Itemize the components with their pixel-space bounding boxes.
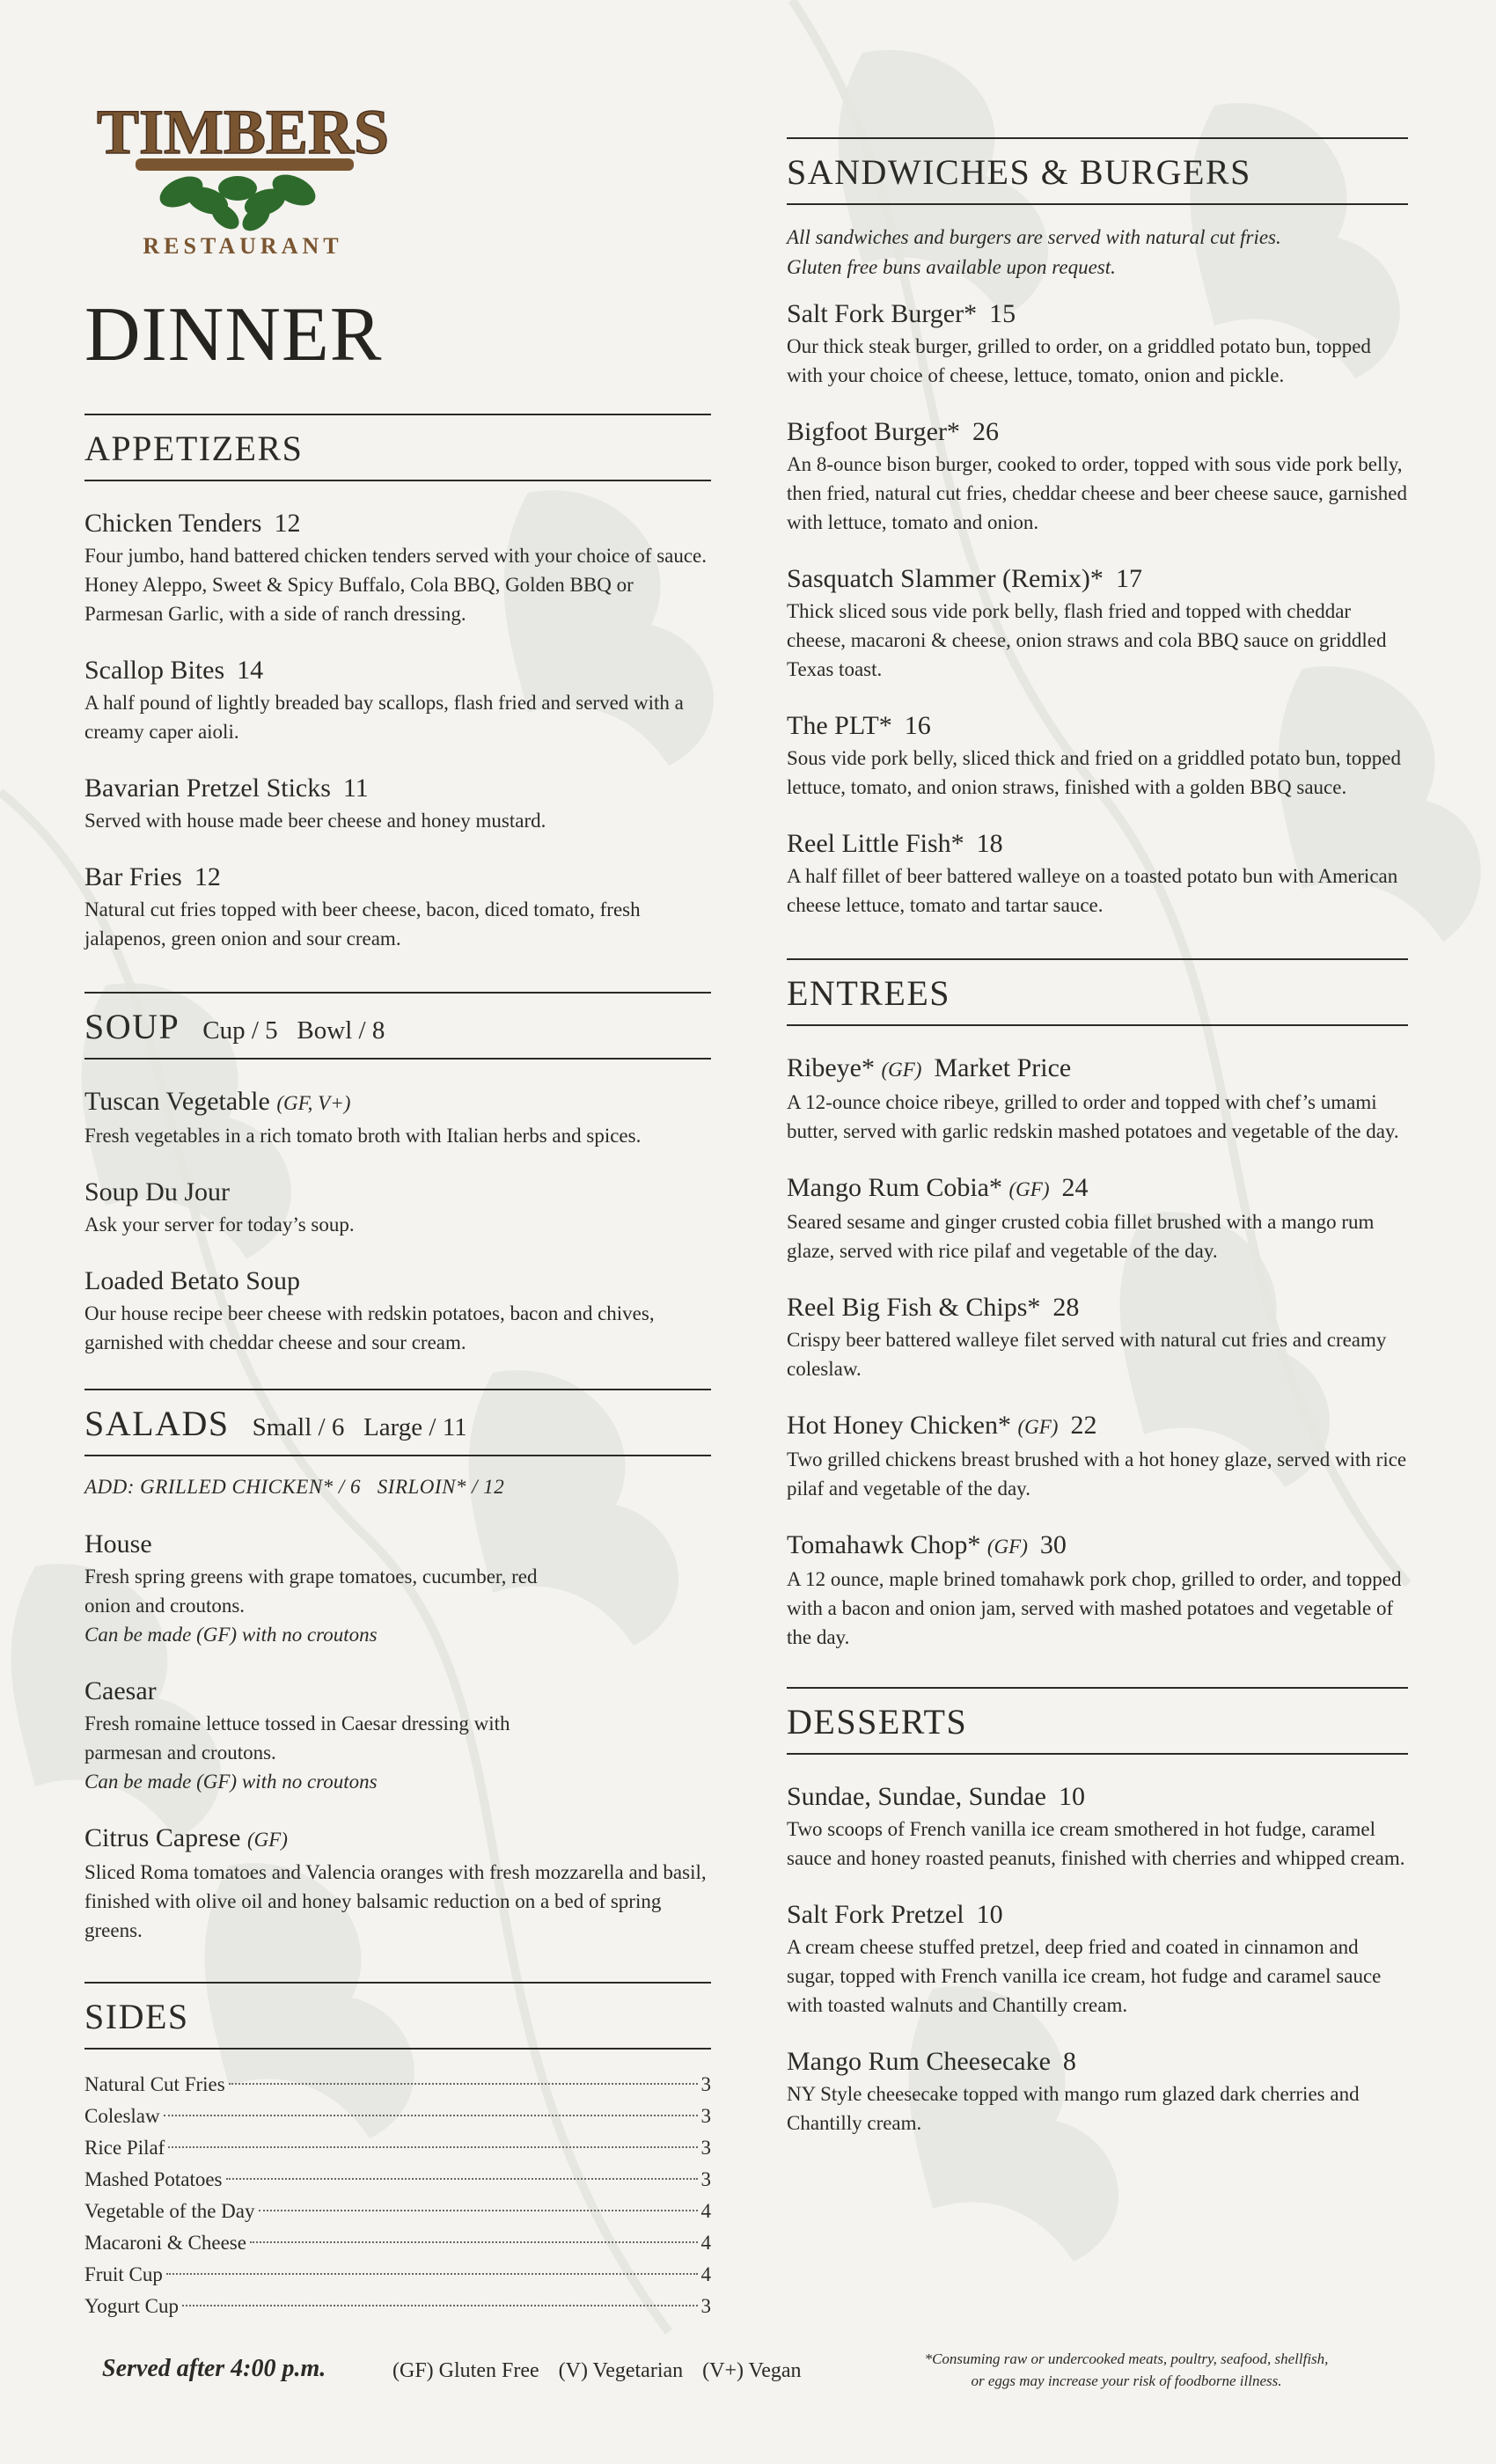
- side-name: Fruit Cup: [84, 2263, 163, 2285]
- item-description: An 8-ounce bison burger, cooked to order, topped with sous vide pork belly, then fried, natural cut fries, cheddar cheese and beer cheese sauce, garnished with lettuce, tomato and onion.: [787, 453, 1407, 533]
- item-price: 10: [1058, 1782, 1085, 1811]
- item-description: Ask your server for today’s soup.: [84, 1214, 355, 1236]
- item-name: Tomahawk Chop*: [787, 1530, 981, 1559]
- item-description: Thick sliced sous vide pork belly, flash fried and topped with cheddar cheese, macaroni & cheese, onion straws and cola BBQ sauce on griddled Texas toast.: [787, 600, 1387, 680]
- item-price: 22: [1070, 1411, 1097, 1440]
- item-description: Seared sesame and ginger crusted cobia fillet brushed with a mango rum glaze, served with rice pilaf and vegetable of the day.: [787, 1211, 1375, 1262]
- item-name: House: [84, 1529, 152, 1558]
- item-price: 26: [972, 417, 999, 446]
- section-title: DESSERTS: [787, 1702, 968, 1742]
- item-description: Two grilled chickens breast brushed with a hot honey glaze, served with rice pilaf and vegetable of the day.: [787, 1448, 1407, 1500]
- disclaimer-line: or eggs may increase your risk of foodborne illness.: [971, 2372, 1282, 2389]
- list-item: [84, 2132, 711, 2164]
- item-description: Natural cut fries topped with beer cheese, bacon, diced tomato, fresh jalapenos, green onion and sour cream.: [84, 898, 641, 950]
- item-description: A 12-ounce choice ribeye, grilled to order and topped with chef’s umami butter, served with garlic redskin mashed potatoes and vegetable of the day.: [787, 1091, 1399, 1142]
- salads-section: [84, 1389, 711, 1945]
- soup-section: [84, 992, 711, 1357]
- item-name: Reel Big Fish & Chips*: [787, 1293, 1041, 1322]
- item-description: Four jumbo, hand battered chicken tenders served with your choice of sauce. Honey Aleppo, Sweet & Spicy Buffalo, Cola BBQ, Golden BBQ or Parmesan Garlic, with a side of ranch dressing.: [84, 545, 708, 625]
- item-description: Sliced Roma tomatoes and Valencia oranges with fresh mozzarella and basil, finished with olive oil and honey balsamic reduction on a bed of spring greens.: [84, 1861, 707, 1941]
- item-description: A 12 ounce, maple brined tomahawk pork chop, grilled to order, and topped with a bacon and onion jam, served with mashed potatoes and vegetable of the day.: [787, 1568, 1402, 1648]
- section-divider: [787, 203, 1408, 205]
- side-price: 4: [700, 2263, 711, 2285]
- side-price: 3: [700, 2105, 711, 2127]
- menu-item: [787, 1899, 1408, 2020]
- left-column: [84, 414, 711, 2322]
- menu-item: [787, 828, 1408, 920]
- section-title: ENTREES: [787, 973, 951, 1013]
- item-description: Our house recipe beer cheese with redskin potatoes, bacon and chives, garnished with cheddar cheese and sour cream.: [84, 1302, 655, 1353]
- logo-subtitle: RESTAURANT: [143, 233, 343, 259]
- item-note: Can be made (GF) with no croutons: [84, 1624, 378, 1646]
- menu-item: [787, 298, 1408, 390]
- sides-section: [84, 1982, 711, 2322]
- item-description: Fresh vegetables in a rich tomato broth with Italian herbs and spices.: [84, 1125, 642, 1147]
- disclaimer-line: *Consuming raw or undercooked meats, poultry, seafood, shellfish,: [924, 2350, 1329, 2367]
- right-column: [787, 137, 1408, 2138]
- menu-item: [787, 1052, 1408, 1146]
- item-name: Tuscan Vegetable: [84, 1087, 270, 1116]
- item-price: 15: [989, 299, 1016, 328]
- dot-leader: [166, 2273, 698, 2275]
- list-item: [84, 2164, 711, 2196]
- item-price: 24: [1061, 1173, 1089, 1202]
- item-description: Fresh spring greens with grape tomatoes, cucumber, red onion and croutons.: [84, 1566, 538, 1617]
- item-name: Ribeye*: [787, 1053, 875, 1082]
- item-description: NY Style cheesecake topped with mango rum glazed dark cherries and Chantilly cream.: [787, 2083, 1360, 2134]
- item-name: Mango Rum Cobia*: [787, 1173, 1002, 1202]
- dot-leader: [168, 2146, 697, 2148]
- dot-leader: [164, 2115, 698, 2116]
- timbers-logo: [84, 84, 401, 260]
- list-item: [84, 2101, 711, 2132]
- entrees-section: [787, 958, 1408, 1652]
- menu-item: [84, 508, 711, 628]
- item-description: Fresh romaine lettuce tossed in Caesar dressing with parmesan and croutons.: [84, 1712, 510, 1764]
- desserts-section: [787, 1687, 1408, 2138]
- menu-item: [787, 1292, 1408, 1383]
- item-price: Market Price: [934, 1053, 1072, 1082]
- section-header: [787, 1689, 1408, 1753]
- section-title: SIDES: [84, 1997, 189, 2036]
- menu-item: [787, 1172, 1408, 1265]
- dot-leader: [229, 2083, 698, 2085]
- item-name: Hot Honey Chicken*: [787, 1411, 1011, 1440]
- section-note: [787, 223, 1408, 282]
- menu-item: [787, 1781, 1408, 1873]
- side-price: 4: [700, 2200, 711, 2222]
- menu-item: [787, 1529, 1408, 1652]
- list-item: [84, 2227, 711, 2259]
- list-item: [84, 2196, 711, 2227]
- diet-tag: (GF): [246, 1829, 288, 1851]
- item-name: Bavarian Pretzel Sticks: [84, 774, 331, 803]
- item-description: Sous vide pork belly, sliced thick and fried on a griddled potato bun, topped lettuce, tomato, and onion straws, finished with a golden BBQ sauce.: [787, 747, 1401, 798]
- diet-tag: (GF, V+): [276, 1092, 351, 1114]
- side-name: Natural Cut Fries: [84, 2073, 225, 2095]
- item-name: Bar Fries: [84, 862, 182, 891]
- item-price: 17: [1115, 564, 1142, 593]
- item-price: 16: [904, 711, 931, 740]
- item-name: The PLT*: [787, 711, 892, 740]
- section-pricing: Cup / 5 Bowl / 8: [202, 1016, 385, 1045]
- item-description: Our thick steak burger, grilled to order, on a griddled potato bun, topped with your choice of cheese, lettuce, tomato, onion and pickle.: [787, 335, 1371, 386]
- section-note-line: All sandwiches and burgers are served with natural cut fries.: [787, 226, 1281, 248]
- logo-wordmark: TIMBERS: [96, 97, 390, 167]
- page-title: DINNER: [84, 292, 383, 378]
- item-name: Chicken Tenders: [84, 509, 262, 538]
- item-name: Reel Little Fish*: [787, 829, 964, 858]
- side-name: Macaroni & Cheese: [84, 2232, 246, 2254]
- section-header: [787, 960, 1408, 1024]
- item-price: 12: [194, 862, 221, 891]
- diet-tag: (GF): [1017, 1416, 1059, 1438]
- side-name: Coleslaw: [84, 2105, 160, 2127]
- dot-leader: [259, 2210, 698, 2211]
- list-item: [84, 2069, 711, 2101]
- menu-item: [787, 2046, 1408, 2138]
- item-name: Salt Fork Pretzel: [787, 1900, 964, 1929]
- side-price: 4: [700, 2232, 711, 2254]
- side-name: Vegetable of the Day: [84, 2200, 255, 2222]
- menu-item: [84, 1265, 711, 1357]
- sandwiches-section: [787, 137, 1408, 920]
- foodborne-illness-disclaimer: [845, 2348, 1408, 2392]
- dot-leader: [182, 2305, 698, 2306]
- section-title: SANDWICHES & BURGERS: [787, 152, 1251, 192]
- item-price: 18: [976, 829, 1003, 858]
- diet-tag: (GF): [881, 1059, 922, 1081]
- menu-item: [787, 710, 1408, 802]
- menu-item: [787, 416, 1408, 537]
- item-note: Can be made (GF) with no croutons: [84, 1771, 378, 1793]
- section-title: SOUP: [84, 1007, 180, 1046]
- legend-vegetarian: (V) Vegetarian: [558, 2359, 684, 2382]
- item-description: Crispy beer battered walleye filet served with natural cut fries and creamy coleslaw.: [787, 1329, 1387, 1380]
- item-price: 11: [342, 774, 369, 803]
- diet-tag: (GF): [1008, 1178, 1050, 1200]
- item-price: 28: [1052, 1293, 1080, 1322]
- diet-tag: (GF): [986, 1536, 1028, 1558]
- item-description: Served with house made beer cheese and honey mustard.: [84, 810, 546, 832]
- section-divider: [84, 2048, 711, 2050]
- list-item: [84, 2259, 711, 2291]
- side-price: 3: [700, 2295, 711, 2317]
- menu-item: [84, 1086, 711, 1150]
- section-header: [84, 1984, 711, 2048]
- section-divider: [787, 1024, 1408, 1026]
- item-name: Sasquatch Slammer (Remix)*: [787, 564, 1104, 593]
- dot-leader: [226, 2178, 698, 2180]
- salad-add-ons: ADD: GRILLED CHICKEN* / 6 SIRLOIN* / 12: [84, 1476, 505, 1498]
- item-description: A half fillet of beer battered walleye on a toasted potato bun with American cheese lettuce, tomato and tartar sauce.: [787, 865, 1398, 916]
- legend-gluten-free: (GF) Gluten Free: [392, 2359, 539, 2382]
- item-price: 14: [237, 656, 264, 685]
- side-price: 3: [700, 2168, 711, 2190]
- section-divider: [84, 480, 711, 481]
- side-name: Mashed Potatoes: [84, 2168, 223, 2190]
- menu-item: [84, 862, 711, 953]
- section-divider: [84, 1058, 711, 1060]
- item-price: 30: [1039, 1530, 1067, 1559]
- side-name: Rice Pilaf: [84, 2137, 165, 2159]
- item-name: Citrus Caprese: [84, 1823, 241, 1852]
- item-price: 8: [1062, 2047, 1076, 2076]
- list-item: [84, 2291, 711, 2322]
- section-divider: [84, 1455, 711, 1456]
- sides-list: [84, 2069, 711, 2322]
- item-name: Salt Fork Burger*: [787, 299, 978, 328]
- side-name: Yogurt Cup: [84, 2295, 179, 2317]
- section-header: [84, 415, 711, 480]
- section-header: [84, 1390, 711, 1455]
- section-divider: [787, 1753, 1408, 1755]
- dietary-legend: [392, 2359, 816, 2383]
- menu-item: [84, 1822, 711, 1945]
- item-name: Sundae, Sundae, Sundae: [787, 1782, 1046, 1811]
- section-header: [84, 994, 711, 1058]
- section-note-line: Gluten free buns available upon request.: [787, 256, 1116, 278]
- item-name: Scallop Bites: [84, 656, 225, 685]
- legend-vegan: (V+) Vegan: [702, 2359, 802, 2382]
- appetizers-section: [84, 414, 711, 953]
- side-price: 3: [700, 2137, 711, 2159]
- section-pricing: Small / 6 Large / 11: [252, 1413, 467, 1441]
- item-name: Loaded Betato Soup: [84, 1266, 300, 1295]
- item-description: A cream cheese stuffed pretzel, deep fried and coated in cinnamon and sugar, topped with French vanilla ice cream, hot fudge and caramel sauce with toasted walnuts and Chantilly cream.: [787, 1936, 1382, 2016]
- item-description: A half pound of lightly breaded bay scallops, flash fried and served with a creamy caper aioli.: [84, 692, 684, 743]
- menu-item: [84, 1676, 711, 1796]
- menu-item: [787, 1410, 1408, 1503]
- menu-item: [84, 655, 711, 746]
- item-name: Mango Rum Cheesecake: [787, 2047, 1051, 2076]
- menu-item: [84, 1177, 711, 1239]
- dot-leader: [250, 2241, 698, 2243]
- menu-item: [84, 1529, 711, 1649]
- item-description: Two scoops of French vanilla ice cream smothered in hot fudge, caramel sauce and honey roasted peanuts, finished with cherries and whipped cream.: [787, 1818, 1405, 1869]
- menu-item: [787, 563, 1408, 684]
- item-name: Bigfoot Burger*: [787, 417, 960, 446]
- item-price: 10: [976, 1900, 1003, 1929]
- side-price: 3: [700, 2073, 711, 2095]
- item-name: Caesar: [84, 1676, 157, 1705]
- item-price: 12: [274, 509, 301, 538]
- menu-item: [84, 773, 711, 835]
- served-time-note: Served after 4:00 p.m.: [102, 2355, 326, 2382]
- section-header: [787, 139, 1408, 203]
- section-title: APPETIZERS: [84, 429, 304, 468]
- item-name: Soup Du Jour: [84, 1177, 231, 1206]
- section-title: SALADS: [84, 1404, 230, 1443]
